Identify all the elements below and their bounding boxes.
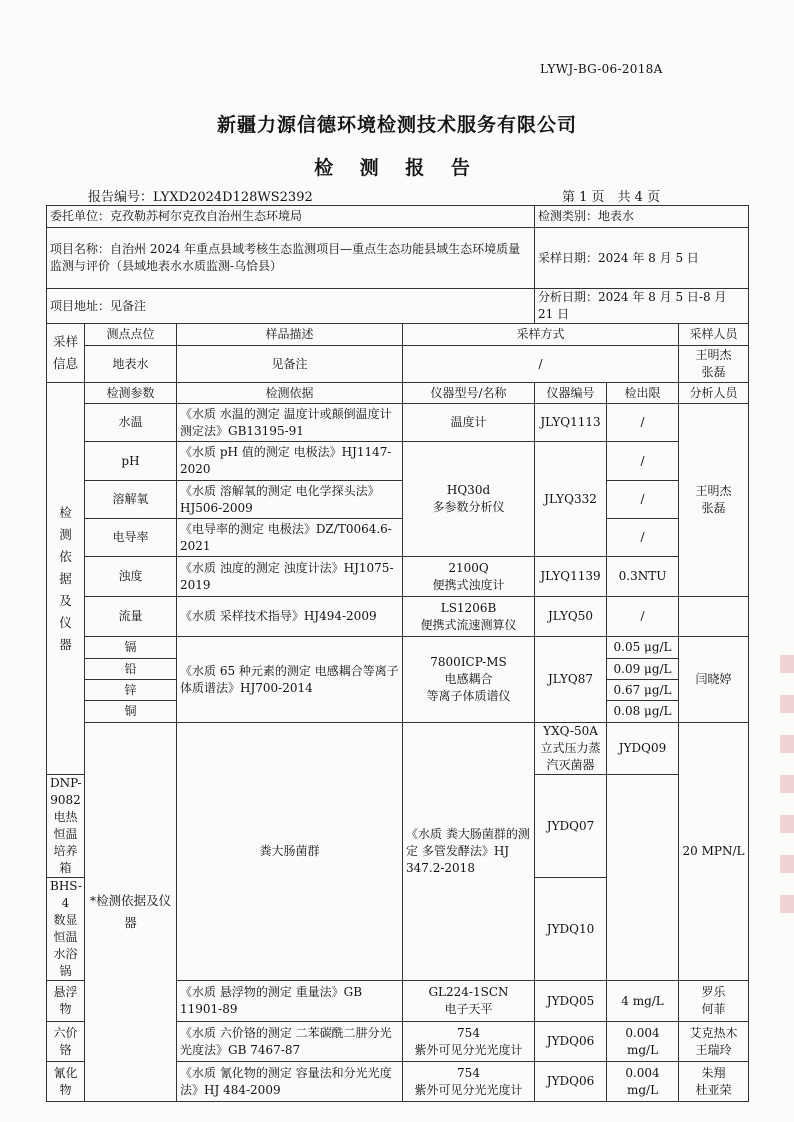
number-turbidity: JLYQ1139 <box>535 557 607 597</box>
param-pb: 铅 <box>85 659 177 680</box>
table-row <box>47 404 749 442</box>
client-cell: 委托单位：克孜勒苏柯尔克孜自治州生态环境局 <box>47 206 535 228</box>
model-cr6: 754 紫外可见分光光度计 <box>403 1022 535 1062</box>
param-cu: 铜 <box>85 701 177 723</box>
limit-turbidity: 0.3NTU <box>607 557 679 597</box>
limit-zn: 0.67 μg/L <box>607 680 679 701</box>
info-row-1 <box>47 206 749 228</box>
sampling-desc: 见备注 <box>177 346 403 383</box>
model-coliform-3: BHS-4 数显恒温水浴锅 <box>47 878 85 981</box>
model-coliform-2: DNP-9082 电热恒温培养箱 <box>47 775 85 878</box>
sampling-row <box>47 346 749 383</box>
basis-cn: 《水质 氰化物的测定 容量法和分光光度法》HJ 484-2009 <box>177 1062 403 1102</box>
analyst-ss: 罗乐 何菲 <box>679 981 749 1022</box>
basis-ph: 《水质 pH 值的测定 电极法》HJ1147-2020 <box>177 442 403 481</box>
page-info: 第 1 页 共 4 页 <box>562 190 661 205</box>
model-cn: 754 紫外可见分光光度计 <box>403 1062 535 1102</box>
model-turbidity: 2100Q 便携式浊度计 <box>403 557 535 597</box>
number-flow: JLYQ50 <box>535 597 607 637</box>
info-row-2 <box>47 228 749 289</box>
param-turbidity: 浊度 <box>85 557 177 597</box>
basis-cond: 《电导率的测定 电极法》DZ/T0064.6-2021 <box>177 519 403 557</box>
testing-header-model: 仪器型号/名称 <box>403 383 535 404</box>
report-title: 检 测 报 告 <box>314 157 480 179</box>
number-water-temp: JLYQ1113 <box>535 404 607 442</box>
param-flow: 流量 <box>85 597 177 637</box>
test-category-cell: 检测类别：地表水 <box>535 206 749 228</box>
basis-coliform: 《水质 粪大肠菌群的测定 多管发酵法》HJ 347.2-2018 <box>403 723 535 981</box>
basis-water-temp: 《水质 水温的测定 温度计或颠倒温度计测定法》GB13195-91 <box>177 404 403 442</box>
document-code: LYWJ-BG-06-2018A <box>540 62 663 76</box>
number-ss: JYDQ05 <box>535 981 607 1022</box>
number-coliform-3: JYDQ10 <box>535 878 607 981</box>
param-ss: 悬浮物 <box>47 981 85 1022</box>
sampling-point: 地表水 <box>85 346 177 383</box>
sampling-method: / <box>403 346 679 383</box>
table-row <box>47 519 749 557</box>
testing-header-analyst: 分析人员 <box>679 383 749 404</box>
analysis-date-cell: 分析日期：2024 年 8 月 5 日-8 月 21 日 <box>535 289 749 324</box>
testing-header-param: 检测参数 <box>85 383 177 404</box>
model-flow: LS1206B 便携式流速测算仪 <box>403 597 535 637</box>
table-row <box>47 481 749 519</box>
analyst-metals: 闫晓婷 <box>679 637 749 723</box>
analyst-cr6: 艾克热木 王瑞玲 <box>679 1022 749 1062</box>
info-row-3 <box>47 289 749 324</box>
model-ss: GL224-1SCN 电子天平 <box>403 981 535 1022</box>
sampling-header-method: 采样方式 <box>403 324 679 346</box>
limit-do: / <box>607 481 679 519</box>
param-do: 溶解氧 <box>85 481 177 519</box>
table-row <box>47 597 749 637</box>
sampling-header-person: 采样人员 <box>679 324 749 346</box>
report-table <box>46 205 749 1102</box>
param-cd: 镉 <box>85 637 177 659</box>
limit-cd: 0.05 μg/L <box>607 637 679 659</box>
number-multiparameter: JLYQ332 <box>535 442 607 557</box>
basis-cr6: 《水质 六价铬的测定 二苯碳酰二肼分光光度法》GB 7467-87 <box>177 1022 403 1062</box>
number-coliform-1: JYDQ09 <box>607 723 679 775</box>
param-coliform: 粪大肠菌群 <box>177 723 403 981</box>
sampling-section-label: 采样信息 <box>47 324 85 383</box>
param-cn: 氰化物 <box>47 1062 85 1102</box>
basis-turbidity: 《水质 浊度的测定 浊度计法》HJ1075-2019 <box>177 557 403 597</box>
table-row <box>47 723 749 775</box>
sampling-header-point: 测点点位 <box>85 324 177 346</box>
param-ph: pH <box>85 442 177 481</box>
model-water-temp: 温度计 <box>403 404 535 442</box>
basis-do: 《水质 溶解氧的测定 电化学探头法》 HJ506-2009 <box>177 481 403 519</box>
param-water-temp: 水温 <box>85 404 177 442</box>
testing-header-number: 仪器编号 <box>535 383 607 404</box>
limit-pb: 0.09 μg/L <box>607 659 679 680</box>
limit-cr6: 0.004 mg/L <box>607 1022 679 1062</box>
sampling-date-cell: 采样日期：2024 年 8 月 5 日 <box>535 228 749 289</box>
analyst-cn: 朱翔 杜亚荣 <box>679 1062 749 1102</box>
analyst-flow-empty <box>679 597 749 637</box>
limit-cn: 0.004 mg/L <box>607 1062 679 1102</box>
param-zn: 锌 <box>85 680 177 701</box>
model-coliform-1: YXQ-50A 立式压力蒸汽灭菌器 <box>535 723 607 775</box>
param-cr6: 六价铬 <box>47 1022 85 1062</box>
number-cr6: JYDQ06 <box>535 1022 607 1062</box>
model-icpms: 7800ICP-MS 电感耦合 等离子体质谱仪 <box>403 637 535 723</box>
param-cond: 电导率 <box>85 519 177 557</box>
limit-cu: 0.08 μg/L <box>607 701 679 723</box>
limit-flow: / <box>607 597 679 637</box>
basis-metals: 《水质 65 种元素的测定 电感耦合等离子体质谱法》HJ700-2014 <box>177 637 403 723</box>
number-coliform-2: JYDQ07 <box>535 775 607 878</box>
number-cn: JYDQ06 <box>535 1062 607 1102</box>
limit-water-temp: / <box>607 404 679 442</box>
analyst-group-1: 王明杰 张磊 <box>679 404 749 597</box>
company-name: 新疆力源信德环境检测技术服务有限公司 <box>216 114 577 136</box>
sampling-header-row <box>47 324 749 346</box>
limit-ss: 4 mg/L <box>607 981 679 1022</box>
testing-header-row <box>47 383 749 404</box>
testing-section-label: 检测依据及仪器 <box>47 383 85 775</box>
model-multiparameter: HQ30d 多参数分析仪 <box>403 442 535 557</box>
testing-header-basis: 检测依据 <box>177 383 403 404</box>
table-row <box>47 442 749 481</box>
project-address-cell: 项目地址：见备注 <box>47 289 535 324</box>
basis-flow: 《水质 采样技术指导》HJ494-2009 <box>177 597 403 637</box>
project-name-cell: 项目名称：自治州 2024 年重点县域考核生态监测项目—重点生态功能县域生态环境质量监测与评价（县域地表水水质监测-乌恰县） <box>47 228 535 289</box>
table-row <box>47 557 749 597</box>
table-row <box>47 637 749 659</box>
sampling-person: 王明杰 张磊 <box>679 346 749 383</box>
subcontract-section-label: *检测依据及仪器 <box>85 723 177 1102</box>
number-icpms: JLYQ87 <box>535 637 607 723</box>
limit-ph: / <box>607 442 679 481</box>
basis-ss: 《水质 悬浮物的测定 重量法》GB 11901-89 <box>177 981 403 1022</box>
testing-header-limit: 检出限 <box>607 383 679 404</box>
limit-coliform: 20 MPN/L <box>679 723 749 981</box>
seal-edge-mark <box>780 655 794 915</box>
limit-cond: / <box>607 519 679 557</box>
report-number: 报告编号：LYXD2024D128WS2392 <box>88 190 313 205</box>
sampling-header-desc: 样品描述 <box>177 324 403 346</box>
